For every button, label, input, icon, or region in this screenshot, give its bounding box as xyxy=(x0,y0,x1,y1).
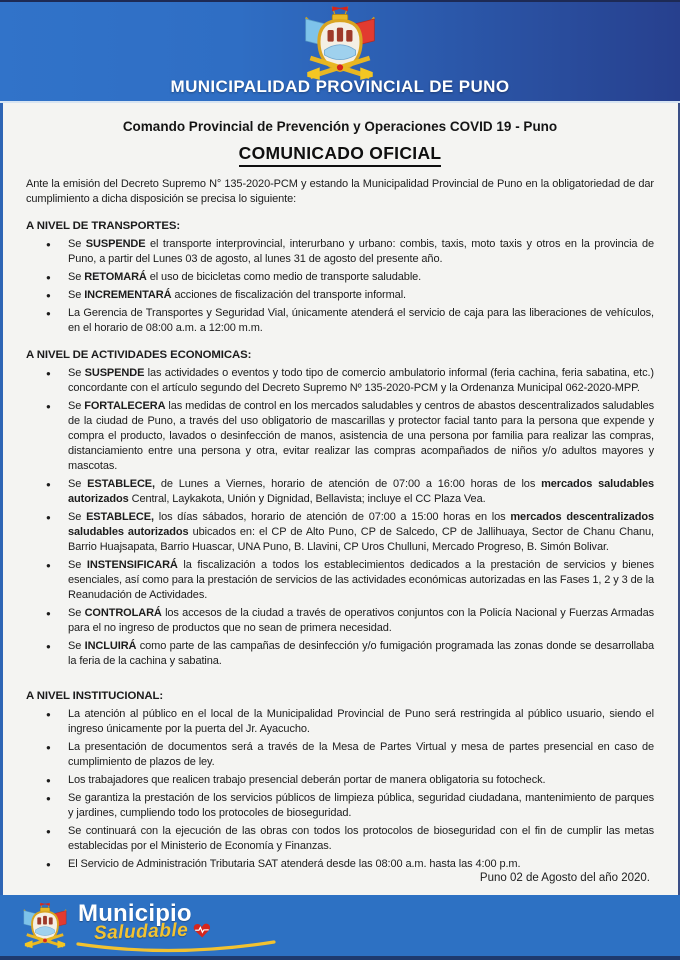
left-edge-strip xyxy=(0,103,3,895)
page-title: COMUNICADO OFICIAL xyxy=(239,143,442,167)
header-banner xyxy=(0,0,680,103)
section-heading: A NIVEL DE ACTIVIDADES ECONOMICAS: xyxy=(26,349,252,361)
bullet-dot-icon: ● xyxy=(46,480,51,489)
section xyxy=(26,689,654,872)
section xyxy=(26,219,654,336)
bullet-text: Se CONTROLARÁ los accesos de la ciudad a través de operativos conjuntos con la Policía Nacional y Fuerzas Armadas para el no ingreso de productos que no sean de primera necesidad. xyxy=(68,607,654,634)
bullet-item xyxy=(46,477,654,507)
bullet-dot-icon: ● xyxy=(46,710,51,719)
bullet-text: La atención al público en el local de la Municipalidad Provincial de Puno será restringida al público usuario, siendo el ingreso únicamente por la puerta del Jr. Ayacucho. xyxy=(68,708,654,735)
section-heading: A NIVEL INSTITUCIONAL: xyxy=(26,690,164,702)
bullet-item xyxy=(46,306,654,336)
bullet-dot-icon: ● xyxy=(46,273,51,282)
bullet-dot-icon: ● xyxy=(46,309,51,318)
bullet-text: Se garantiza la prestación de los servicios públicos de limpieza pública, seguridad ciudadana, mantenimiento de parques y jardines, cumpliendo todo los protocoles de bioseguridad. xyxy=(68,792,654,819)
bullet-item xyxy=(46,740,654,770)
bullet-item xyxy=(46,399,654,474)
bullet-item xyxy=(46,270,654,285)
bullet-item xyxy=(46,606,654,636)
bullet-text: Se RETOMARÁ el uso de bicicletas como medio de transporte saludable. xyxy=(68,271,422,283)
main-title-wrap xyxy=(26,143,654,167)
bullet-dot-icon: ● xyxy=(46,642,51,651)
bullet-item xyxy=(46,791,654,821)
bullet-text: Se INCREMENTARÁ acciones de fiscalización del transporte informal. xyxy=(68,289,406,301)
logo-word-municipio: Municipio xyxy=(78,899,192,927)
bullet-dot-icon: ● xyxy=(46,369,51,378)
org-name: MUNICIPALIDAD PROVINCIAL DE PUNO xyxy=(170,77,510,96)
bullet-item xyxy=(46,639,654,669)
bullet-text: Se FORTALECERA las medidas de control en los mercados saludables y centros de abastos descentralizados saludables de la ciudad de Puno, a través del uso obligatorio de mascarillas y protector facial tanto para la persona que expende y compra el producto, lavados o desinfección de manos, asistencia de una persona por familia para realizar las compras, distanciamiento entre una persona y otra, evitar realizar las compras acompañados de niños y/o adultos mayores y mascotas. xyxy=(68,400,654,472)
section xyxy=(26,348,654,669)
bullet-text: Se ESTABLECE, de Lunes a Viernes, horario de atención de 07:00 a 16:00 horas de los mercados saludables autorizados Central, Laykakota, Unión y Dignidad, Bellavista; incluye el CC Plaza Vea. xyxy=(68,478,654,505)
bullet-dot-icon: ● xyxy=(46,240,51,249)
bullet-item xyxy=(46,857,654,872)
bullet-text: Los trabajadores que realicen trabajo presencial deberán portar de manera obligatoria su fotocheck. xyxy=(68,774,546,786)
subtitle: Comando Provincial de Prevención y Operaciones COVID 19 - Puno xyxy=(122,119,558,134)
bullet-text: El Servicio de Administración Tributaria SAT atenderá desde las 08:00 a.m. hasta las 4:00 p.m. xyxy=(68,858,521,870)
bullet-dot-icon: ● xyxy=(46,860,51,869)
municipio-saludable-logo xyxy=(16,900,278,952)
bullet-dot-icon: ● xyxy=(46,402,51,411)
section-heading: A NIVEL DE TRANSPORTES: xyxy=(26,220,181,232)
puno-coat-of-arms-icon xyxy=(292,5,388,83)
bullet-dot-icon: ● xyxy=(46,743,51,752)
bullet-text: Se INSTENSIFICARÁ la fiscalización a todos los establecimientos dedicados a la prestación de servicios y bienes esenciales, así como para la prestación de servicios de las actividades económicas autorizadas en las Fases 1, 2 y 3 de la Reanudación de Actividades. xyxy=(68,559,654,601)
bullet-dot-icon: ● xyxy=(46,776,51,785)
heart-pulse-icon xyxy=(193,922,212,938)
footer-banner xyxy=(0,895,680,960)
bullet-item xyxy=(46,510,654,555)
bullet-item xyxy=(46,824,654,854)
bullet-text: Se SUSPENDE las actividades o eventos y todo tipo de comercio ambulatorio informal (feria cachina, feria sabatina, etc.) concordante con el artículo segundo del Decreto Supremo Nº 135-2020-PCM y la Ordenanza Municipal 062-2020-MPP. xyxy=(68,367,654,394)
document-body xyxy=(0,103,680,872)
bullet-item xyxy=(46,237,654,267)
bullet-item xyxy=(46,558,654,603)
puno-coat-of-arms-small-icon xyxy=(16,902,74,950)
bullet-item xyxy=(46,366,654,396)
bullet-text: La Gerencia de Transportes y Seguridad Vial, únicamente atenderá el servicio de caja para las liberaciones de vehículos, en el horario de 08:00 a.m. a 12:00 m.m. xyxy=(68,307,654,334)
bullet-text: Se continuará con la ejecución de las obras con todos los protocolos de bioseguridad con el fin de cumplir las metas establecidas por el Ministerio de Economía y Finanzas. xyxy=(68,825,654,852)
bullet-item xyxy=(46,288,654,303)
bullet-text: Se ESTABLECE, los días sábados, horario de atención de 07:00 a 15:00 horas en los mercados descentralizados saludables autorizados ubicados en: el CP de Alto Puno, CP de Salcedo, CP de Jallihuaya, Sector de Chanu Chanu, Barrio Huajsapata, Barrio Huascar, UNA Puno, B. Llavini, CP Uros Chulluni, Mercado Progreso, B. Simón Bolivar. xyxy=(68,511,655,553)
bullet-text: Se SUSPENDE el transporte interprovincial, interurbano y urbano: combis, taxis, moto taxis y otros en la provincia de Puno, a partir del Lunes 03 de agosto, al lunes 31 de agosto del presente año. xyxy=(68,238,654,265)
logo-text xyxy=(78,900,278,952)
sections xyxy=(26,219,654,872)
swoosh-underline xyxy=(74,940,279,954)
bullet-text: La presentación de documentos será a través de la Mesa de Partes Virtual y mesa de partes presencial en caso de cumplimiento de plazos de ley. xyxy=(68,741,654,768)
bullet-dot-icon: ● xyxy=(46,561,51,570)
bullet-text: Se INCLUIRÁ como parte de las campañas de desinfección y/o fumigación programada las zonas donde se desarrollaba la feria de la cachina y sabatina. xyxy=(68,640,654,667)
intro-paragraph: Ante la emisión del Decreto Supremo N° 135-2020-PCM y estando la Municipalidad Provincial de Puno en la obligatoriedad de dar cumplimiento a dicha disposición se precisa lo siguiente: xyxy=(26,178,654,205)
bullet-item xyxy=(46,773,654,788)
bullet-dot-icon: ● xyxy=(46,609,51,618)
bullet-dot-icon: ● xyxy=(46,827,51,836)
bullet-dot-icon: ● xyxy=(46,794,51,803)
bullet-item xyxy=(46,707,654,737)
bullet-dot-icon: ● xyxy=(46,291,51,300)
logo-word-saludable-text: Saludable xyxy=(93,919,189,944)
bullet-dot-icon: ● xyxy=(46,513,51,522)
date-line: Puno 02 de Agosto del año 2020. xyxy=(479,872,650,884)
